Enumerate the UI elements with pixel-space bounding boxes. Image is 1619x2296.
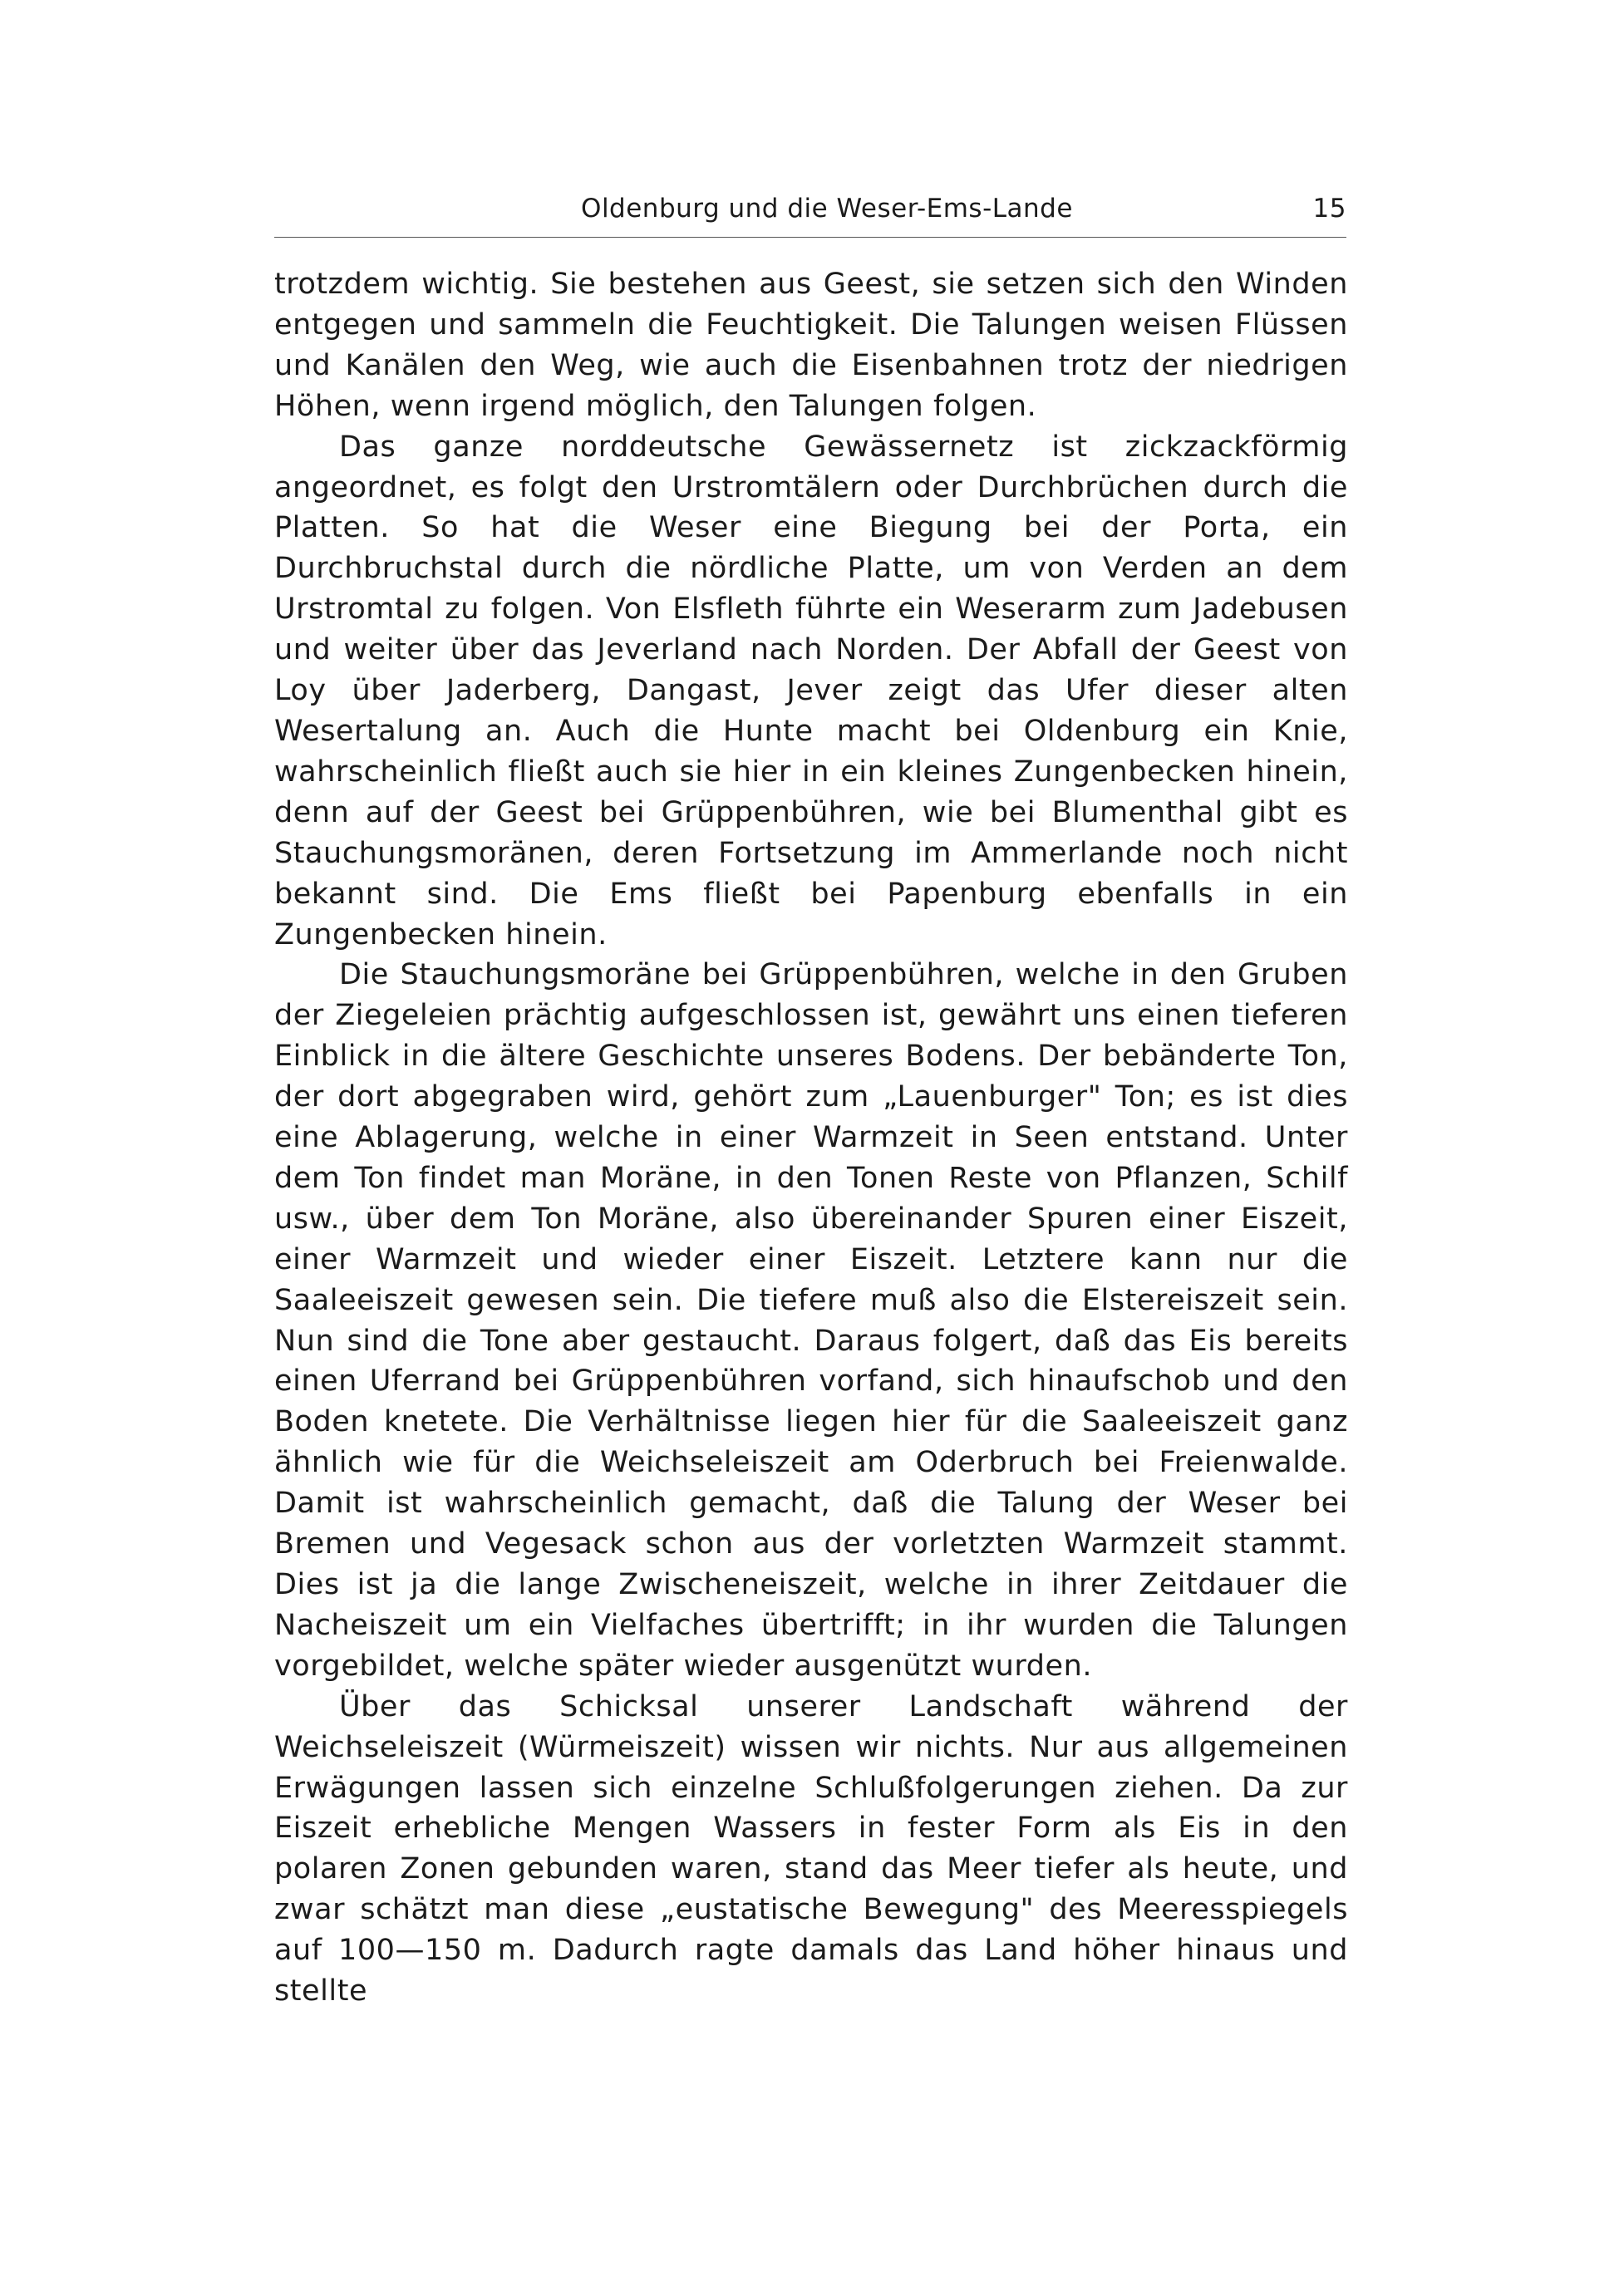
paragraph: Das ganze norddeutsche Gewässernetz ist zickzackförmig angeordnet, es folgt den Urstromtälern oder Durchbrüchen durch die Platten. So hat die Weser eine Biegung bei der Porta, ein Durchbruchstal durch die nördliche Platte, um von Verden an dem Urstromtal zu folgen. Von Elsfleth führte ein Weserarm zum Jadebusen und weiter über das Jeverland nach Norden. Der Abfall der Geest von Loy über Jaderberg, Dangast, Jever zeigt das Ufer dieser alten Wesertalung an. Auch die Hunte macht bei Oldenburg ein Knie, wahrscheinlich fließt auch sie hier in ein kleines Zungenbecken hinein, denn auf der Geest bei Grüppenbühren, wie bei Blumenthal gibt es Stauchungsmoränen, deren Fortsetzung im Ammerlande noch nicht bekannt sind. Die Ems fließt bei Papenburg ebenfalls in ein Zungenbecken hinein. [274,430,1348,951]
paragraph-continued: trotzdem wichtig. Sie bestehen aus Geest, sie setzen sich den Winden entgegen und sammeln die Feuchtigkeit. Die Talungen weisen Flüssen und Kanälen den Weg, wie auch die Eisenbahnen trotz der niedrigen Höhen, wenn irgend möglich, den Talungen folgen. [274,268,1348,423]
header-rule [274,237,1346,238]
running-head [274,187,1346,230]
page-number: 15 [1312,194,1346,224]
running-title: Oldenburg und die Weser-Ems-Lande [581,194,1073,224]
paragraph: Die Stauchungsmoräne bei Grüppenbühren, welche in den Gruben der Ziegeleien prächtig aufgeschlossen ist, gewährt uns einen tieferen Einblick in die ältere Geschichte unseres Bodens. Der bebänderte Ton, der dort abgegraben wird, gehört zum „Lauenburger" Ton; es ist dies eine Ablagerung, welche in einer Warmzeit in Seen entstand. Unter dem Ton findet man Moräne, in den Tonen Reste von Pflanzen, Schilf usw., über dem Ton Moräne, also übereinander Spuren einer Eiszeit, einer Warmzeit und wieder einer Eiszeit. Letztere kann nur die Saaleeiszeit gewesen sein. Die tiefere muß also die Elstereiszeit sein. Nun sind die Tone aber gestaucht. Daraus folgert, daß das Eis bereits einen Uferrand bei Grüppenbühren vorfand, sich hinaufschob und den Boden knetete. Die Verhältnisse liegen hier für die Saaleeiszeit ganz ähnlich wie für die Weichseleiszeit am Oderbruch bei Freienwalde. Damit ist wahrscheinlich gemacht, daß die Talung der Weser bei Bremen und Vegesack schon aus der vorletzten Warmzeit stammt. Dies ist ja die lange Zwischeneiszeit, welche in ihrer Zeitdauer die Nacheiszeit um ein Vielfaches übertrifft; in ihr wurden die Talungen vorgebildet, welche später wieder ausgenützt wurden. [274,958,1348,1683]
body-text [274,264,1348,2012]
paragraph: Über das Schicksal unserer Landschaft während der Weichseleiszeit (Würmeiszeit) wissen wir nichts. Nur aus allgemeinen Erwägungen lassen sich einzelne Schlußfolgerungen ziehen. Da zur Eiszeit erhebliche Mengen Wassers in fester Form als Eis in den polaren Zonen gebunden waren, stand das Meer tiefer als heute, und zwar schätzt man diese „eustatische Bewegung" des Meeresspiegels auf 100—150 m. Dadurch ragte damals das Land höher hinaus und stellte [274,1689,1348,2008]
